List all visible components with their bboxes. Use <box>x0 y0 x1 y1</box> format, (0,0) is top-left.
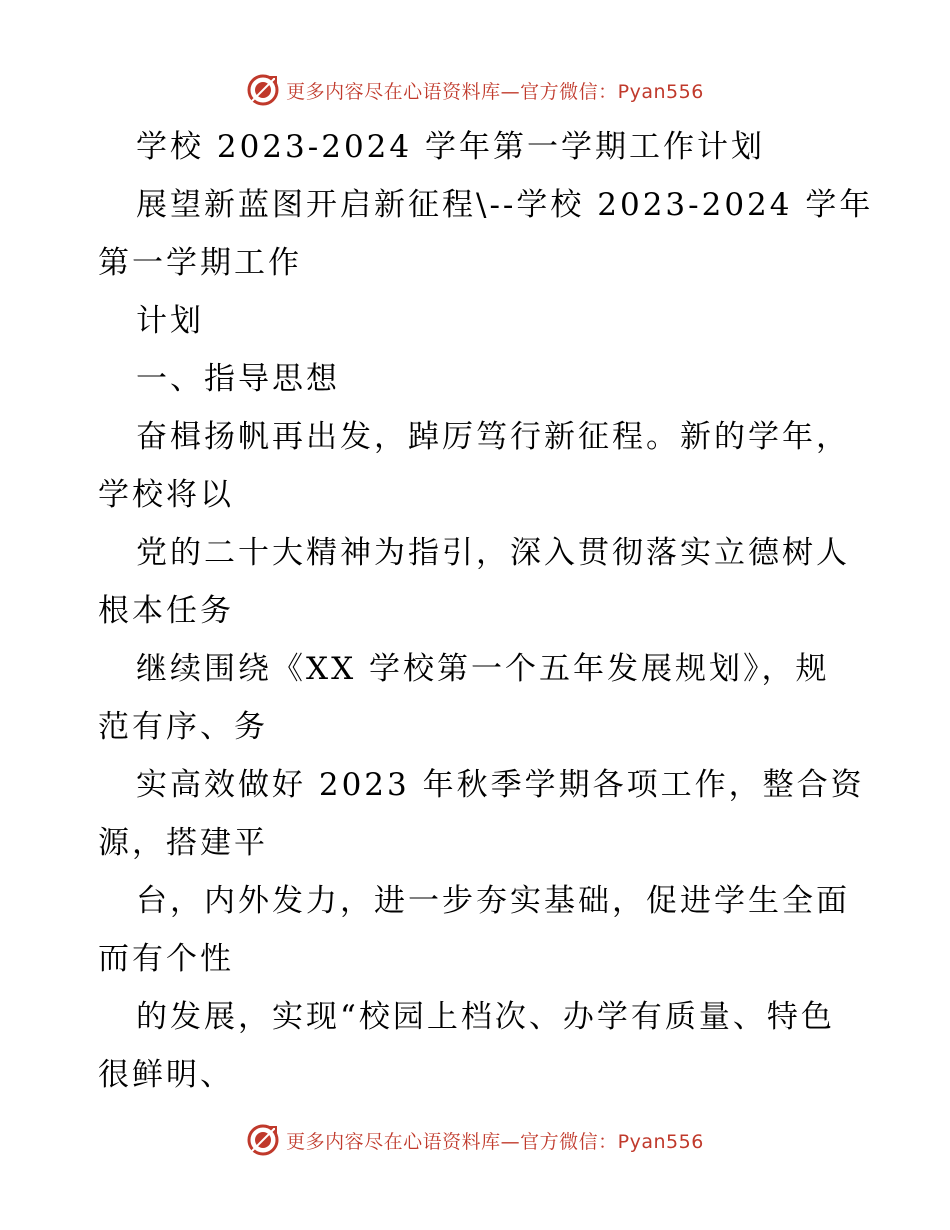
paragraph-line: 台，内外发力，进一步夯实基础，促进学生全面 <box>136 883 850 919</box>
document-body <box>98 118 874 1104</box>
header-banner <box>0 70 950 110</box>
paragraph-line: 范有序、务 <box>98 709 268 745</box>
seal-logo-icon <box>246 1123 280 1157</box>
document-subtitle-line: 第一学期工作 <box>98 245 302 281</box>
paragraph-line: 的发展，实现“校园上档次、办学有质量、特色 <box>136 999 835 1035</box>
paragraph-line: 继续围绕《XX 学校第一个五年发展规划》，规 <box>136 651 830 687</box>
paragraph-line: 党的二十大精神为指引，深入贯彻落实立德树人 <box>136 535 850 571</box>
document-subtitle-line: 计划 <box>136 303 204 339</box>
paragraph-line: 源，搭建平 <box>98 825 268 861</box>
footer-banner-text: 更多内容尽在心语资料库—官方微信：Pyan556 <box>286 1130 704 1153</box>
document-title: 学校 2023-2024 学年第一学期工作计划 <box>136 129 765 165</box>
paragraph-line: 很鲜明、 <box>98 1057 234 1093</box>
paragraph-line: 奋楫扬帆再出发，踔厉笃行新征程。新的学年， <box>136 419 850 455</box>
paragraph-line: 根本任务 <box>98 593 234 629</box>
header-banner-text: 更多内容尽在心语资料库—官方微信：Pyan556 <box>286 80 704 103</box>
seal-logo-icon <box>246 73 280 107</box>
document-subtitle-line: 展望新蓝图开启新征程\--学校 2023-2024 学年 <box>136 187 874 223</box>
footer-banner <box>0 1120 950 1160</box>
paragraph-line: 而有个性 <box>98 941 234 977</box>
paragraph-line: 实高效做好 2023 年秋季学期各项工作，整合资 <box>136 767 865 803</box>
paragraph-line: 学校将以 <box>98 477 234 513</box>
section-heading: 一、指导思想 <box>136 361 340 397</box>
